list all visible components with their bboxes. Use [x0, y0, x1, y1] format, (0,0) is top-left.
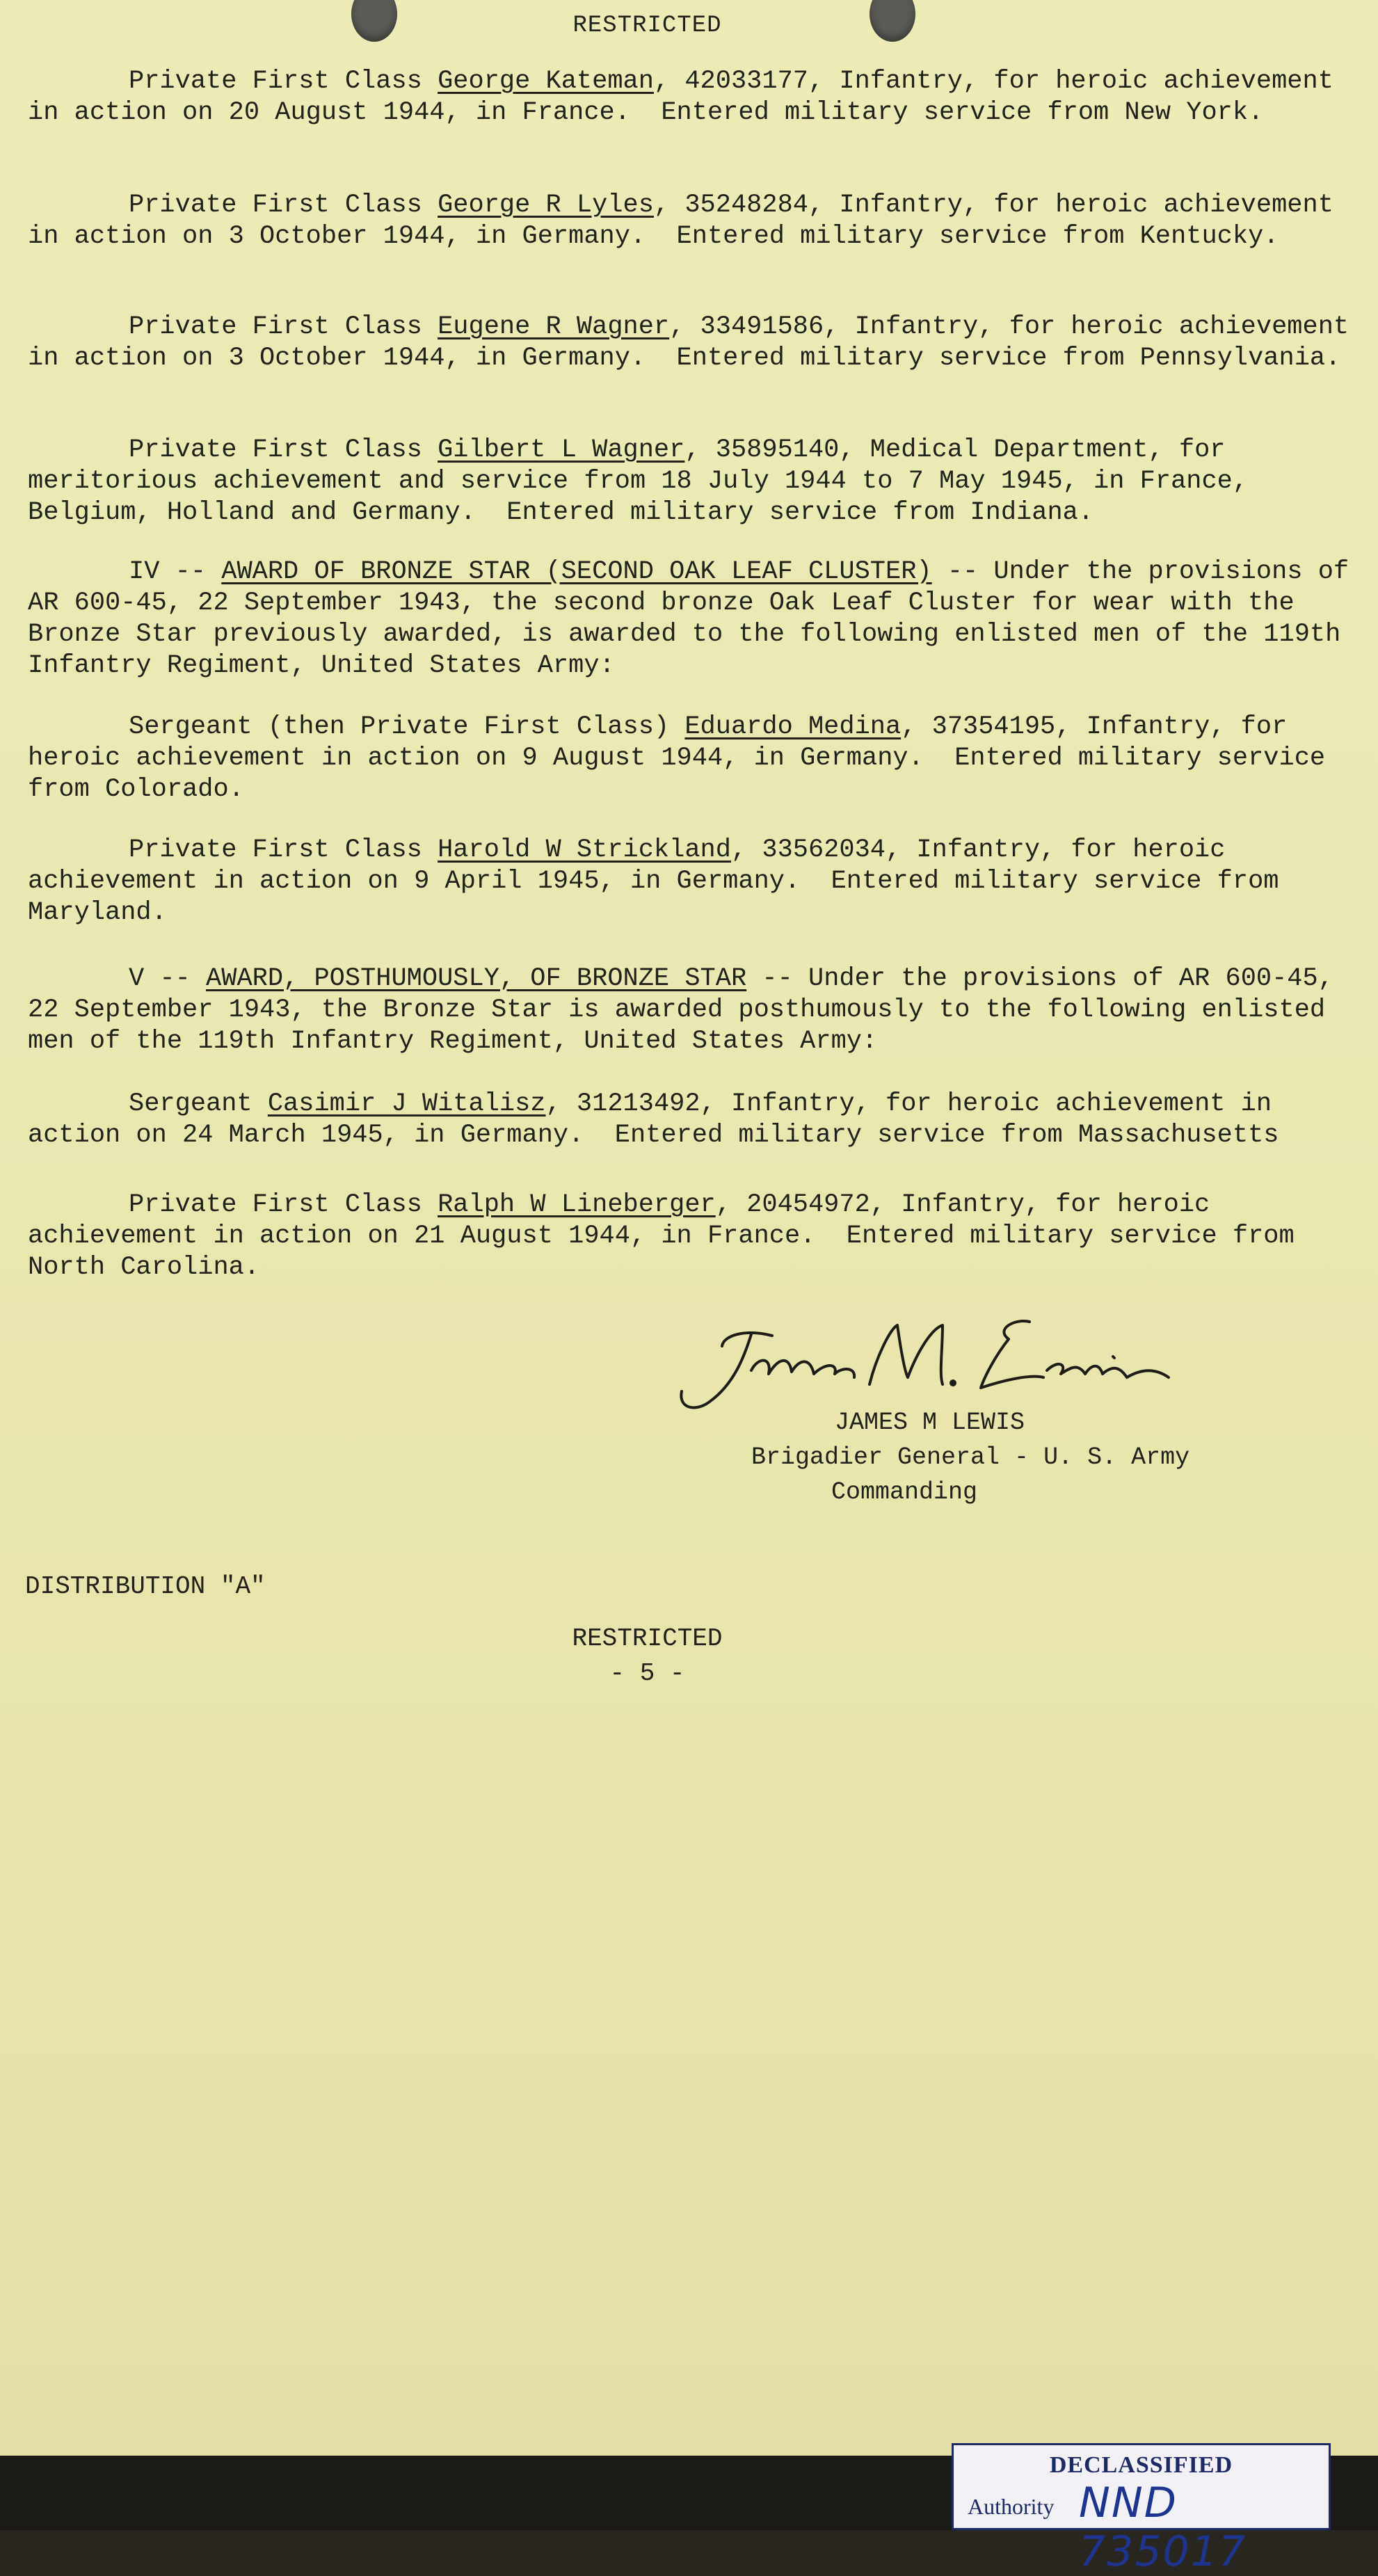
citation-paragraph: Private First Class George R Lyles, 35248284, Infantry, for heroic achievement in action on 3 October 1944, in Germany. Entered military service from Kentucky.: [28, 191, 1349, 251]
handwritten-signature: [668, 1308, 1294, 1419]
section-v-paragraph: V -- AWARD, POSTHUMOUSLY, OF BRONZE STAR -- Under the provisions of AR 600-45, 22 September 1943, the Bronze Star is awarded posthumously to the following enlisted men of the 119th Infantry Regiment, United States Army:: [28, 964, 1349, 1056]
citation-paragraph: Private First Class George Kateman, 42033177, Infantry, for heroic achievement in action on 20 August 1944, in France. Entered military service from New York.: [28, 67, 1349, 127]
section-heading: AWARD OF BRONZE STAR (SECOND OAK LEAF CLUSTER): [221, 557, 932, 586]
signer-role: Commanding: [831, 1478, 978, 1506]
recipient-name: Harold W Strickland: [438, 835, 731, 865]
signature-block: [668, 1308, 1294, 1517]
citation-paragraph: Private First Class Gilbert L Wagner, 35895140, Medical Department, for meritorious achievement and service from 18 July 1944 to 7 May 1945, in France, Belgium, Holland and Germany. Entered military service from Indiana.: [28, 435, 1264, 527]
recipient-name: Gilbert L Wagner: [438, 435, 685, 465]
stamp-title: DECLASSIFIED: [1049, 2452, 1233, 2478]
page-number: - 5 -: [609, 1659, 685, 1688]
recipient-name: Ralph W Lineberger: [438, 1190, 716, 1219]
citation-paragraph: Sergeant Casimir J Witalisz, 31213492, Infantry, for heroic achievement in action on 24 March 1945, in Germany. Entered military service from Massachusetts: [28, 1089, 1288, 1150]
recipient-name: Eduardo Medina: [684, 712, 902, 742]
citation-paragraph: Sergeant (then Private First Class) Eduardo Medina, 37354195, Infantry, for heroic achievement in action on 9 August 1944, in Germany. Entered military service from Colorado.: [28, 712, 1341, 804]
declassified-stamp: [952, 2443, 1331, 2576]
citation-paragraph: Private First Class Eugene R Wagner, 33491586, Infantry, for heroic achievement in action on 3 October 1944, in Germany. Entered military service from Pennsylvania.: [28, 312, 1365, 373]
header-restricted: RESTRICTED: [572, 13, 722, 39]
stamp-authority-code: NND 735017: [1079, 2479, 1247, 2576]
recipient-name: Eugene R Wagner: [438, 312, 670, 342]
stamp-authority-label: Authority: [968, 2494, 1055, 2519]
citation-paragraph: Private First Class Harold W Strickland, 33562034, Infantry, for heroic achievement in action on 9 April 1945, in Germany. Entered military service from Maryland.: [28, 835, 1295, 927]
recipient-name: George R Lyles: [438, 191, 654, 220]
citation-paragraph: Private First Class Ralph W Lineberger, 20454972, Infantry, for heroic achievement in action on 21 August 1944, in France. Entered military service from North Carolina.: [28, 1190, 1310, 1282]
section-iv-paragraph: IV -- AWARD OF BRONZE STAR (SECOND OAK LEAF CLUSTER) -- Under the provisions of AR 600-45, 22 September 1943, the second bronze Oak Leaf Cluster for wear with the Bronze Star previously awarded, is awarded to the following enlisted men of the 119th Infantry Regiment, United States Army:: [28, 557, 1365, 680]
footer-restricted: RESTRICTED: [572, 1624, 723, 1653]
distribution-label: DISTRIBUTION "A": [25, 1572, 266, 1601]
section-heading: AWARD, POSTHUMOUSLY, OF BRONZE STAR: [206, 964, 747, 993]
signer-rank: Brigadier General - U. S. Army: [751, 1443, 1190, 1471]
recipient-name: Casimir J Witalisz: [267, 1089, 546, 1119]
recipient-name: George Kateman: [438, 67, 654, 96]
signer-name: JAMES M LEWIS: [835, 1409, 1025, 1437]
